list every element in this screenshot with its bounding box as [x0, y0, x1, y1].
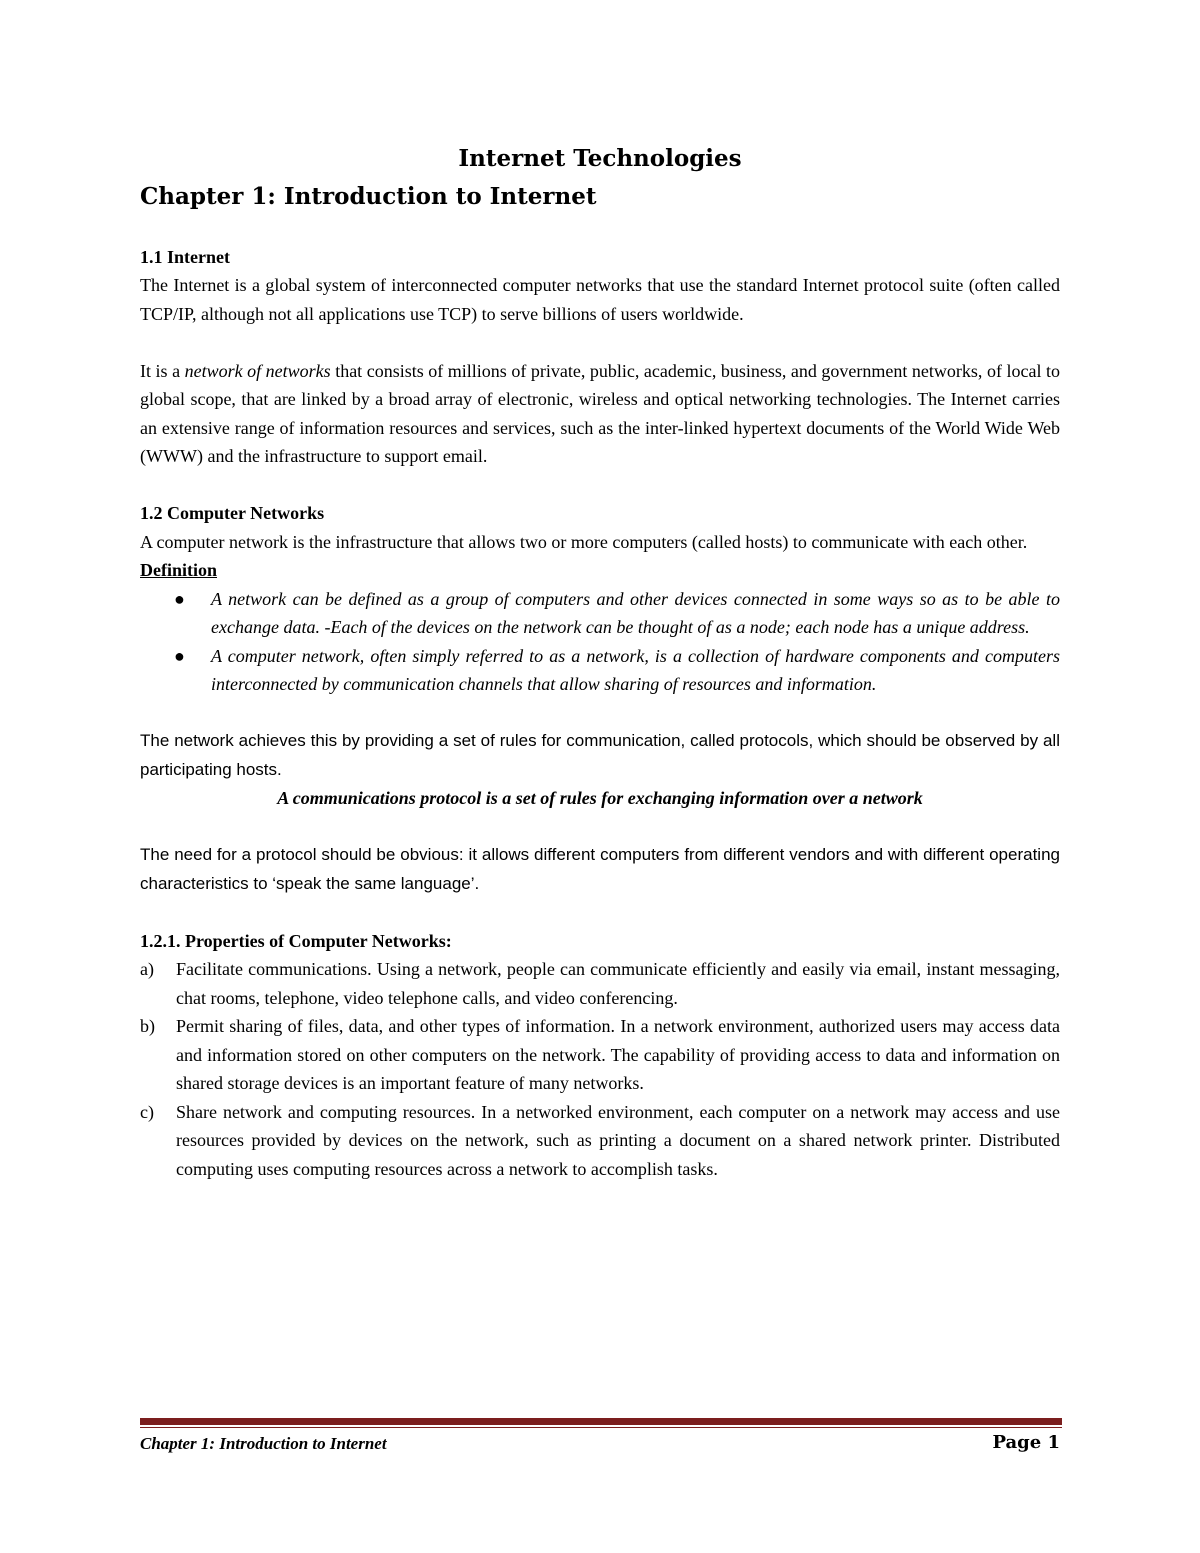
spacer — [140, 214, 1060, 243]
definition-text: A computer network, often simply referred to as a network, is a collection of hardware components and computers interconnected by communication channels that allow sharing of resources and information. — [211, 645, 1060, 694]
properties-list — [140, 955, 1060, 1183]
list-marker: a) — [140, 959, 154, 979]
list-item-text: Facilitate communications. Using a network, people can communicate efficiently and easily via email, instant messaging, chat rooms, telephone, video telephone calls, and video conferencing. — [176, 959, 1060, 1008]
list-item — [140, 955, 1060, 1012]
network-of-networks-emphasis: network of networks — [184, 360, 331, 381]
document-title: Internet Technologies — [458, 145, 742, 172]
list-item — [140, 1012, 1060, 1098]
list-item — [140, 1098, 1060, 1184]
spacer — [140, 699, 1060, 728]
list-item-text: Permit sharing of files, data, and other types of information. In a network environment, authorized users may access data and information stored on other computers on the network. The capability of providing access to data and information on shared storage devices is an important feature of many networks. — [176, 1016, 1060, 1093]
list-marker: b) — [140, 1016, 155, 1036]
footer-page-number: Page 1 — [992, 1432, 1060, 1453]
bullet-icon: ● — [174, 588, 185, 609]
page-content — [140, 140, 1060, 1183]
section-heading-1-1: 1.1 Internet — [140, 246, 230, 267]
bullet-icon: ● — [174, 645, 185, 666]
section-heading-1-2: 1.2 Computer Networks — [140, 503, 325, 523]
definition-text: A network can be defined as a group of computers and other devices connected in some ways so as to be able to exchange data. -Each of the devices on the network can be thought of as a node; each node has a unique address. — [211, 588, 1060, 637]
spacer — [140, 328, 1060, 357]
spacer — [140, 898, 1060, 927]
internet-paragraph-1: The Internet is a global system of interconnected computer networks that use the standard Internet protocol suite (often called TCP/IP, although not all applications use TCP) to serve billions of users worldwide. — [140, 275, 1060, 324]
networks-paragraph-3: The need for a protocol should be obvious: it allows different computers from different vendors and with different operating characteristics to ‘speak the same language’. — [140, 845, 1060, 893]
definition-list — [140, 585, 1060, 699]
section-heading-1-2-1: 1.2.1. Properties of Computer Networks: — [140, 930, 452, 951]
spacer — [140, 471, 1060, 500]
spacer — [140, 813, 1060, 842]
footer-rule-thin — [140, 1427, 1062, 1428]
footer-chapter-label: Chapter 1: Introduction to Internet — [140, 1434, 387, 1453]
para2-prefix: It is a — [140, 360, 185, 381]
footer-rule — [140, 1418, 1062, 1425]
para2-rest: that consists of millions of private, public, academic, business, and government networks, of local to global scope, that are linked by a broad array of electronic, wireless and optical networking technologies. The Internet carries an extensive range of information resources and services, such as the inter-linked hypertext documents of the World Wide Web (WWW) and the infrastructure to support email. — [140, 360, 1060, 466]
protocol-statement: A communications protocol is a set of rules for exchanging information over a network — [277, 788, 923, 808]
chapter-title: Chapter 1: Introduction to Internet — [140, 183, 597, 210]
definition-item — [140, 642, 1060, 699]
internet-paragraph-2 — [140, 357, 1060, 471]
definition-item — [140, 585, 1060, 642]
networks-paragraph-1: A computer network is the infrastructure that allows two or more computers (called hosts) to communicate with each other. — [140, 531, 1028, 552]
networks-paragraph-2: The network achieves this by providing a set of rules for communication, called protocols, which should be observed by all participating hosts. — [140, 731, 1060, 779]
list-item-text: Share network and computing resources. In a networked environment, each computer on a network may access and use resources provided by devices on the network, such as printing a document on a shared network printer. Distributed computing uses computing resources across a network to accomplish tasks. — [176, 1101, 1060, 1179]
definition-heading: Definition — [140, 560, 218, 580]
list-marker: c) — [140, 1101, 154, 1122]
